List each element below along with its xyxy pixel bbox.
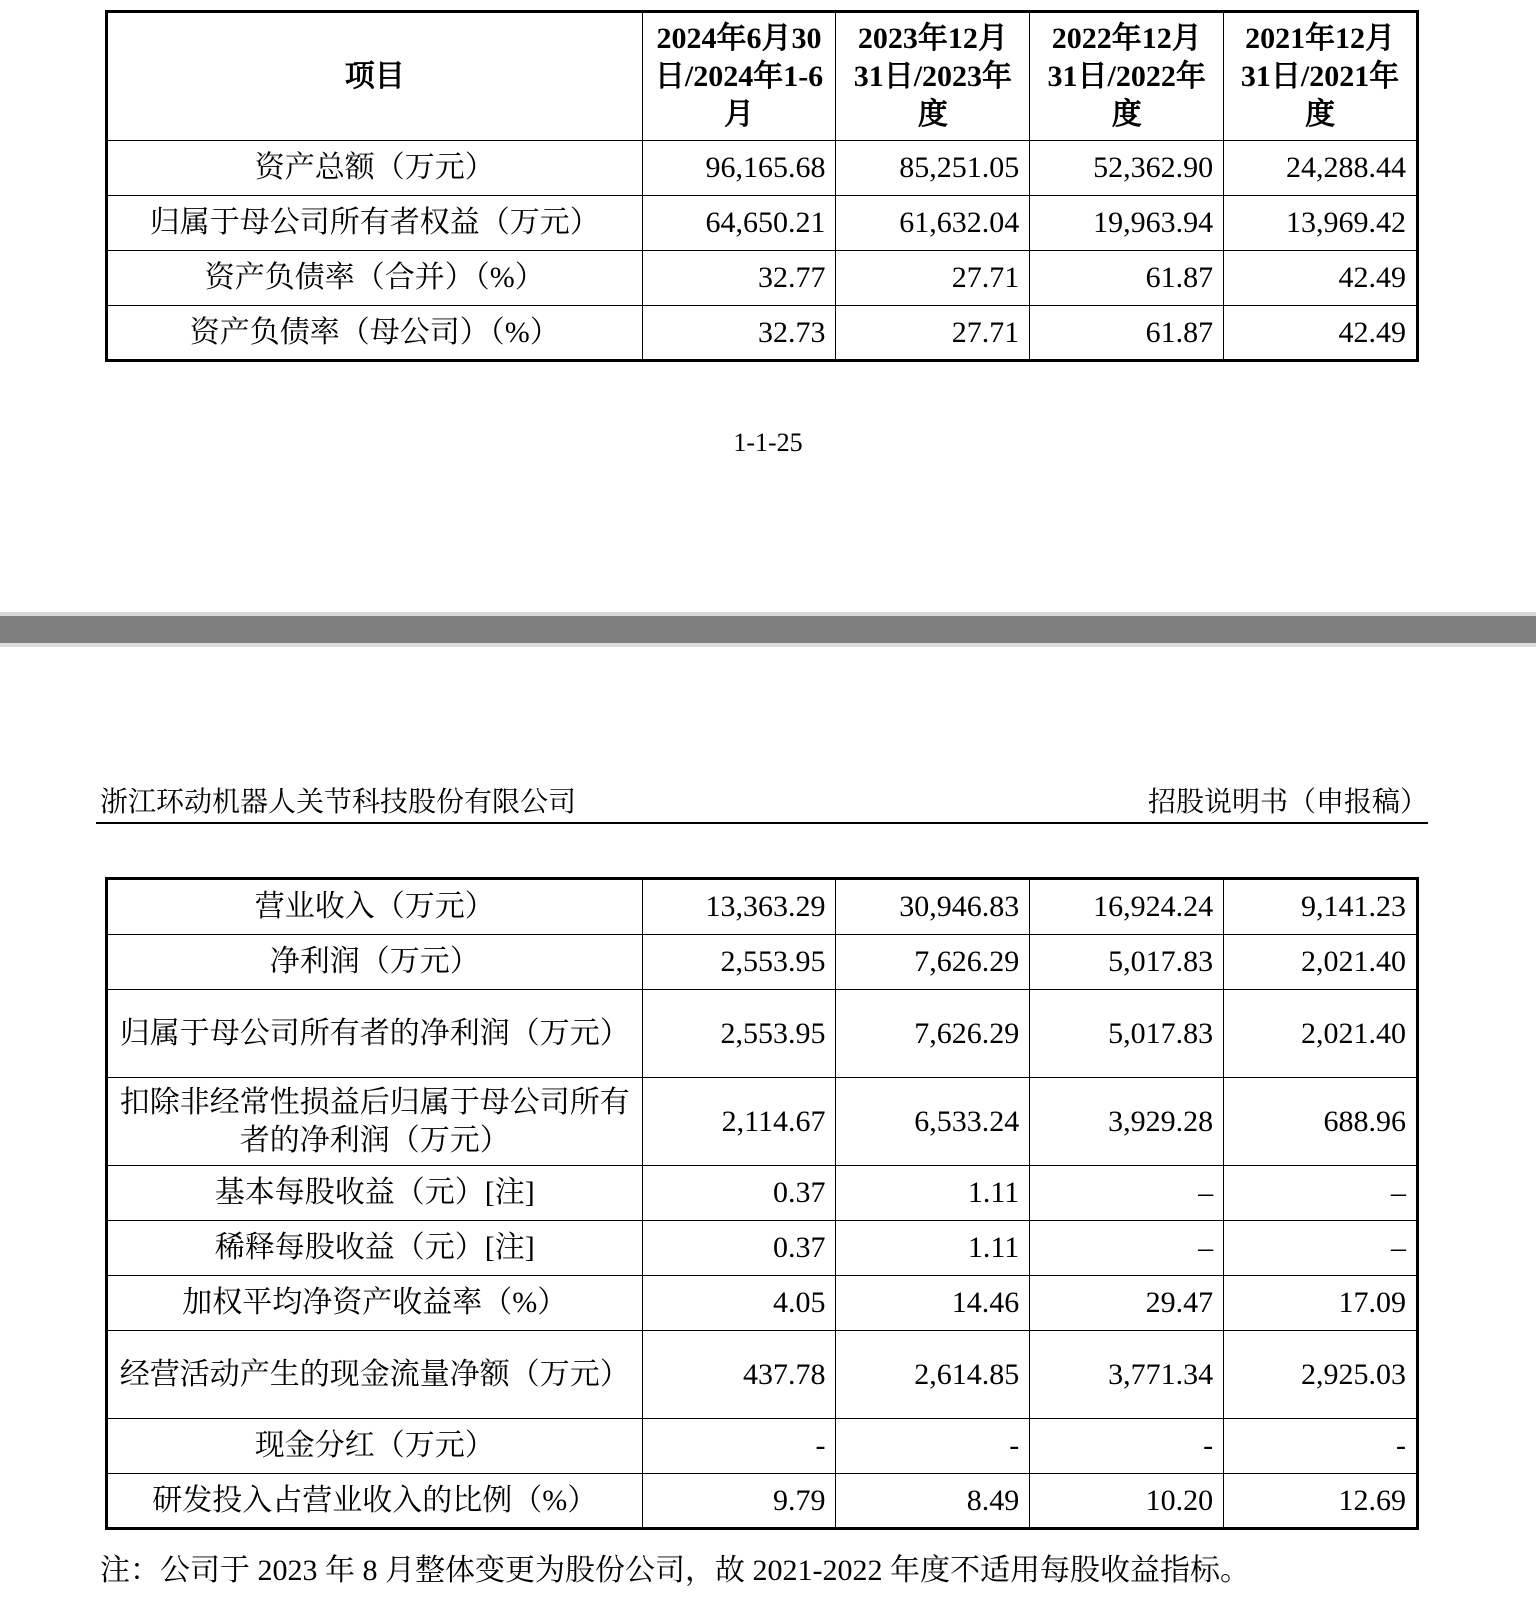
cell-value: 13,969.42 (1224, 196, 1418, 251)
financial-summary-table-top (105, 10, 1419, 362)
cell-value: 29.47 (1030, 1276, 1224, 1331)
cell-value: 13,363.29 (642, 879, 836, 935)
cell-value: 2,021.40 (1224, 935, 1418, 990)
cell-value: 5,017.83 (1030, 935, 1224, 990)
cell-value: 42.49 (1224, 251, 1418, 306)
cell-value: 2,553.95 (642, 990, 836, 1078)
cell-value: 4.05 (642, 1276, 836, 1331)
row-label: 稀释每股收益（元）[注] (107, 1221, 643, 1276)
cell-value: 688.96 (1224, 1078, 1418, 1166)
header-item: 项目 (107, 12, 643, 141)
cell-value: 61,632.04 (836, 196, 1030, 251)
header-period-2024h1: 2024年6月30日/2024年1-6月 (642, 12, 836, 141)
cell-value: 19,963.94 (1030, 196, 1224, 251)
cell-value: – (1030, 1166, 1224, 1221)
cell-value: 3,771.34 (1030, 1331, 1224, 1419)
table-row (107, 879, 1418, 935)
row-label: 营业收入（万元） (107, 879, 643, 935)
cell-value: 1.11 (836, 1221, 1030, 1276)
row-label: 研发投入占营业收入的比例（%） (107, 1474, 643, 1529)
cell-value: 85,251.05 (836, 141, 1030, 196)
table-header-row (107, 12, 1418, 141)
cell-value: 27.71 (836, 251, 1030, 306)
page-separator (0, 612, 1536, 647)
cell-value: 32.77 (642, 251, 836, 306)
cell-value: 7,626.29 (836, 990, 1030, 1078)
cell-value: 27.71 (836, 306, 1030, 361)
table-row (107, 990, 1418, 1078)
cell-value: 64,650.21 (642, 196, 836, 251)
row-label: 净利润（万元） (107, 935, 643, 990)
row-label: 加权平均净资产收益率（%） (107, 1276, 643, 1331)
company-name: 浙江环动机器人关节科技股份有限公司 (100, 785, 577, 818)
cell-value: – (1224, 1221, 1418, 1276)
row-label: 经营活动产生的现金流量净额（万元） (107, 1331, 643, 1419)
cell-value: 2,925.03 (1224, 1331, 1418, 1419)
financial-summary-table-bottom (105, 877, 1419, 1530)
header-period-2021: 2021年12月31日/2021年度 (1224, 12, 1418, 141)
cell-value: 5,017.83 (1030, 990, 1224, 1078)
cell-value: 24,288.44 (1224, 141, 1418, 196)
table-row (107, 935, 1418, 990)
cell-value: 42.49 (1224, 306, 1418, 361)
cell-value: 16,924.24 (1030, 879, 1224, 935)
row-label: 基本每股收益（元）[注] (107, 1166, 643, 1221)
table-row (107, 1419, 1418, 1474)
cell-value: 3,929.28 (1030, 1078, 1224, 1166)
table-row (107, 141, 1418, 196)
cell-value: 9.79 (642, 1474, 836, 1529)
cell-value: 96,165.68 (642, 141, 836, 196)
row-label: 现金分红（万元） (107, 1419, 643, 1474)
cell-value: – (1030, 1221, 1224, 1276)
cell-value: 61.87 (1030, 251, 1224, 306)
cell-value: 17.09 (1224, 1276, 1418, 1331)
page-number: 1-1-25 (733, 428, 803, 457)
cell-value: 0.37 (642, 1166, 836, 1221)
cell-value: 10.20 (1030, 1474, 1224, 1529)
cell-value: 2,114.67 (642, 1078, 836, 1166)
cell-value: 2,021.40 (1224, 990, 1418, 1078)
document-type: 招股说明书（申报稿） (1147, 785, 1428, 818)
table-row (107, 196, 1418, 251)
cell-value: - (1224, 1419, 1418, 1474)
table-row (107, 1331, 1418, 1419)
table-row (107, 306, 1418, 361)
cell-value: 7,626.29 (836, 935, 1030, 990)
header-period-2022: 2022年12月31日/2022年度 (1030, 12, 1224, 141)
cell-value: 14.46 (836, 1276, 1030, 1331)
cell-value: 12.69 (1224, 1474, 1418, 1529)
header-divider (96, 822, 1428, 824)
cell-value: 2,614.85 (836, 1331, 1030, 1419)
table-row (107, 251, 1418, 306)
cell-value: 1.11 (836, 1166, 1030, 1221)
cell-value: - (642, 1419, 836, 1474)
cell-value: 2,553.95 (642, 935, 836, 990)
cell-value: 0.37 (642, 1221, 836, 1276)
cell-value: 61.87 (1030, 306, 1224, 361)
cell-value: 30,946.83 (836, 879, 1030, 935)
cell-value: - (1030, 1419, 1224, 1474)
cell-value: 52,362.90 (1030, 141, 1224, 196)
row-label: 资产负债率（合并）（%） (107, 251, 643, 306)
cell-value: 437.78 (642, 1331, 836, 1419)
row-label: 扣除非经常性损益后归属于母公司所有者的净利润（万元） (107, 1078, 643, 1166)
row-label: 资产负债率（母公司）（%） (107, 306, 643, 361)
cell-value: – (1224, 1166, 1418, 1221)
cell-value: 6,533.24 (836, 1078, 1030, 1166)
row-label: 归属于母公司所有者权益（万元） (107, 196, 643, 251)
table-row (107, 1078, 1418, 1166)
cell-value: 9,141.23 (1224, 879, 1418, 935)
cell-value: 8.49 (836, 1474, 1030, 1529)
cell-value: - (836, 1419, 1030, 1474)
table-row (107, 1276, 1418, 1331)
table-row (107, 1221, 1418, 1276)
row-label: 资产总额（万元） (107, 141, 643, 196)
row-label: 归属于母公司所有者的净利润（万元） (107, 990, 643, 1078)
cell-value: 32.73 (642, 306, 836, 361)
table-row (107, 1166, 1418, 1221)
table-row (107, 1474, 1418, 1529)
footnote: 注：公司于 2023 年 8 月整体变更为股份公司，故 2021-2022 年度不适用每股收益指标。 (100, 1554, 1250, 1587)
header-period-2023: 2023年12月31日/2023年度 (836, 12, 1030, 141)
